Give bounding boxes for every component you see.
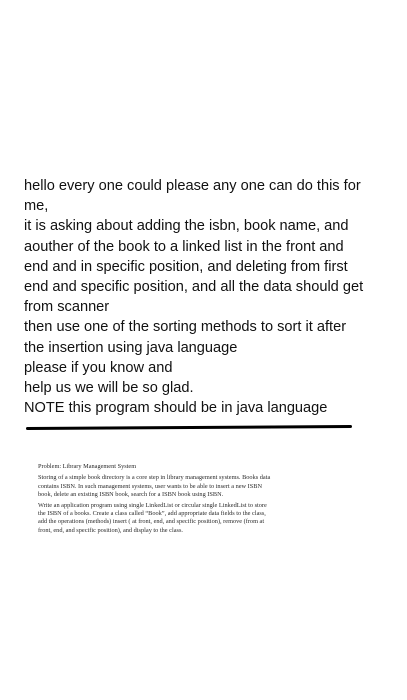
problem-paragraph — [38, 474, 373, 499]
question-line: then use one of the sorting methods to sort it after — [24, 319, 347, 336]
question-line: me, — [24, 198, 49, 215]
handwritten-underline — [26, 425, 352, 430]
question-line: end and specific position, and all the data should get — [24, 279, 364, 296]
problem-line: Storing of a simple book directory is a core step in library management systems. Books data — [38, 474, 271, 482]
question-text — [24, 176, 386, 418]
problem-line: the ISBN of a books. Create a class called “Book”, add appropriate data fields to the class, — [38, 510, 266, 518]
problem-line: front, end, and specific position), and display to the class. — [38, 526, 183, 534]
problem-paragraph — [38, 502, 373, 536]
question-line: end and in specific position, and deleting from first — [24, 258, 348, 275]
problem-line: add the operations (methods) insert ( at front, end, and specific position), remove (from at — [38, 518, 265, 526]
question-line: it is asking about adding the isbn, book name, and — [24, 218, 349, 235]
problem-line: contains ISBN. In such management systems, user wants to be able to insert a new ISBN — [38, 482, 263, 490]
problem-line: Write an application program using single LinkedList or circular single LinkedList to store — [38, 501, 267, 509]
question-line: from scanner — [24, 299, 110, 316]
problem-line: book, delete an existing ISBN book, search for a ISBN book using ISBN. — [38, 491, 224, 499]
question-line: please if you know and — [24, 359, 173, 376]
problem-statement-image — [38, 463, 373, 537]
question-line: help us we will be so glad. — [24, 380, 194, 397]
question-line: hello every one could please any one can do this for — [24, 178, 361, 194]
question-line: the insertion using java language — [24, 339, 238, 356]
question-line: NOTE this program should be in java language — [24, 400, 328, 417]
question-line: aouther of the book to a linked list in the front and — [24, 238, 344, 255]
problem-title: Problem: Library Management System — [38, 463, 137, 470]
